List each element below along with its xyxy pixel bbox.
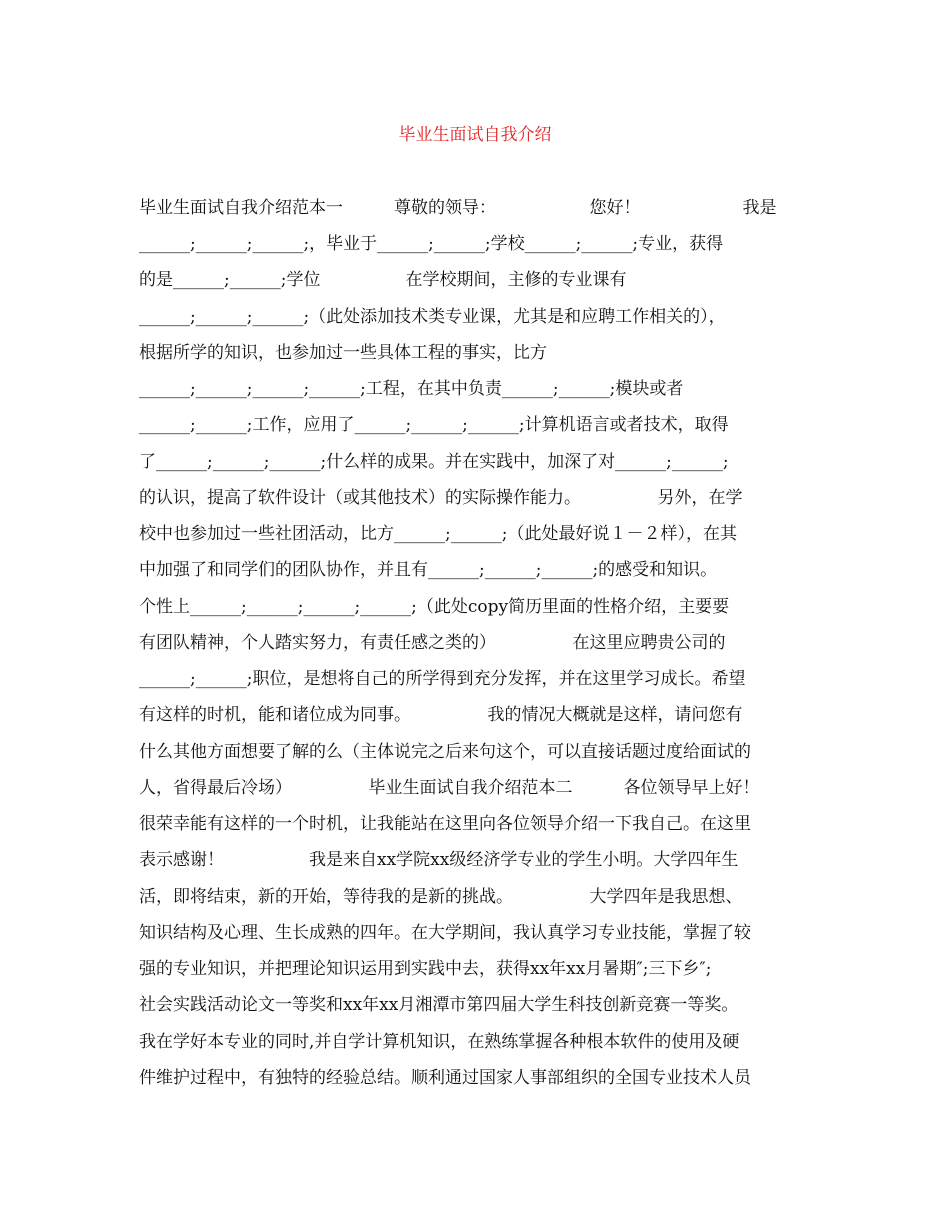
body-line: 件维护过程中，有独特的经验总结。顺利通过国家人事部组织的全国专业技术人员 xyxy=(139,1068,751,1088)
body-line: 中加强了和同学们的团队协作，并且有______;______;______;的感受和知识。 xyxy=(139,560,718,580)
body-line: 的认识，提高了软件设计（或其他技术）的实际操作能力。 另外，在学 xyxy=(139,488,743,508)
body-line: 很荣幸能有这样的一个时机，让我能站在这里向各位领导介绍一下我自己。在这里 xyxy=(139,814,751,834)
body-line: ______;______;工作，应用了______;______;______;计算机语言或者技术，取得 xyxy=(139,415,729,435)
body-line: 有团队精神，个人踏实努力，有责任感之类的） 在这里应聘贵公司的 xyxy=(139,633,726,653)
body-line: 了______;______;______;什么样的成果。并在实践中，加深了对______;______; xyxy=(139,452,729,472)
body-line: 活，即将结束，新的开始，等待我的是新的挑战。 大学四年是我思想、 xyxy=(139,887,743,907)
body-line: ______;______;______;______;工程，在其中负责______;______;模块或者 xyxy=(139,379,684,399)
body-line: 个性上______;______;______;______;（此处copy简历里面的性格介绍，主要要 xyxy=(139,597,730,617)
body-line: 人，省得最后冷场） 毕业生面试自我介绍范本二 各位领导早上好！ xyxy=(139,778,760,798)
document-title: 毕业生面试自我介绍 xyxy=(398,125,552,145)
body-line: 什么其他方面想要了解的么（主体说完之后来句这个，可以直接话题过度给面试的 xyxy=(139,742,751,762)
body-line: 根据所学的知识，也参加过一些具体工程的事实，比方 xyxy=(139,343,547,363)
body-line: 有这样的时机，能和诸位成为同事。 我的情况大概就是这样，请问您有 xyxy=(139,705,743,725)
body-line: ______;______;______;（此处添加技术类专业课，尤其是和应聘工作相关的）， xyxy=(139,307,726,327)
body-line: 的是______;______;学位 在学校期间，主修的专业课有 xyxy=(139,270,627,290)
body-line: 毕业生面试自我介绍范本一 尊敬的领导： 您好！ 我是 xyxy=(139,198,777,218)
body-line: 我在学好本专业的同时,并自学计算机知识，在熟练掌握各种根本软件的使用及硬 xyxy=(139,1032,740,1052)
body-line: 强的专业知识，并把理论知识运用到实践中去，获得xx年xx月暑期″;三下乡″; xyxy=(139,959,712,979)
body-line: ______;______;职位，是想将自己的所学得到充分发挥，并在这里学习成长。希望 xyxy=(139,669,746,689)
body-line: 知识结构及心理、生长成熟的四年。在大学期间，我认真学习专业技能，掌握了较 xyxy=(139,923,751,943)
body-line: 社会实践活动论文一等奖和xx年xx月湘潭市第四届大学生科技创新竞赛一等奖。 xyxy=(139,995,739,1015)
body-line: 校中也参加过一些社团活动，比方______;______;（此处最好说１－２样），在其 xyxy=(139,524,737,544)
body-line: 表示感谢！ 我是来自xx学院xx级经济学专业的学生小明。大学四年生 xyxy=(139,850,739,870)
body-line: ______;______;______;，毕业于______;______;学校______;______;专业，获得 xyxy=(139,234,724,254)
